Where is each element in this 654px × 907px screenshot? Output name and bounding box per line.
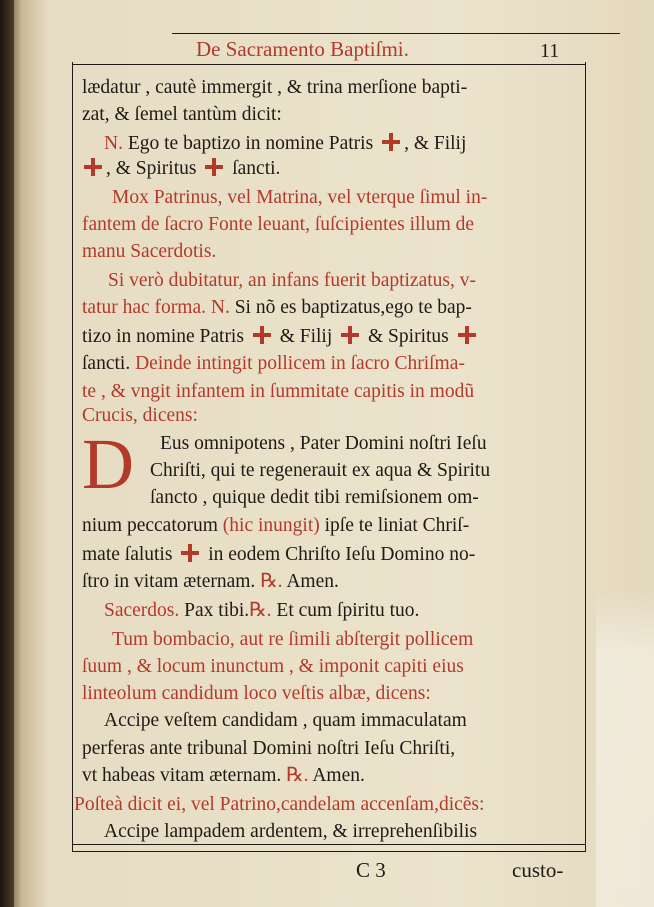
body-text: , & Spiritus <box>106 158 202 179</box>
text-line <box>108 269 476 293</box>
red-cross-icon <box>252 325 272 345</box>
text-line <box>104 820 477 844</box>
text-line <box>160 432 487 456</box>
body-text: , & Filij <box>404 133 467 154</box>
body-text: Accipe veſtem candidam , quam immaculatam <box>104 710 467 731</box>
text-line <box>82 76 467 100</box>
text-line <box>150 486 479 510</box>
rubric-text: tatur hac forma. <box>82 297 211 318</box>
body-text: Si nõ es baptizatus,ego te bap- <box>229 297 472 318</box>
body-text: zat, & ſemel tantùm dicit: <box>82 104 282 125</box>
rubric-text: ℞. <box>286 765 309 786</box>
body-text: & Spiritus <box>363 326 454 347</box>
body-text: vt habeas vitam æternam. <box>82 765 287 786</box>
red-cross-icon <box>340 325 360 345</box>
rubric-text: Mox Patrinus, vel Matrina, vel vterque ſimul in- <box>112 187 488 208</box>
page-number: 11 <box>540 40 560 62</box>
text-line <box>82 737 455 761</box>
paper-stain <box>596 590 654 907</box>
rubric-text: linteolum candidum loco veſtis albæ, dicens: <box>82 683 431 704</box>
body-text: in eodem Chriſto Ieſu Domino no- <box>203 544 476 565</box>
text-line <box>104 709 467 733</box>
body-text: mate ſalutis <box>82 544 178 565</box>
text-line <box>82 682 431 706</box>
rubric-text: Tum bombacio, aut re ſimili abſtergit pollicem <box>112 629 474 650</box>
body-text: lædatur , cautè immergit , & trina merſione bapti- <box>82 77 468 98</box>
body-text: ſancti. <box>82 353 131 374</box>
drop-capital: D <box>82 424 134 504</box>
text-line <box>112 628 473 652</box>
red-cross-icon <box>381 132 401 152</box>
binding-edge <box>0 0 14 907</box>
text-line <box>82 240 216 264</box>
body-text: Accipe lampadem ardentem, & irreprehenſibilis <box>104 821 478 842</box>
body-text: tizo in nomine Patris <box>82 326 249 347</box>
body-text: Et cum ſpiritu tuo. <box>271 600 420 621</box>
text-line <box>104 599 419 623</box>
rubric-text: (hic inungit) <box>222 515 320 536</box>
catchword: custo- <box>512 858 564 882</box>
red-cross-icon <box>204 157 224 177</box>
body-text: perferas ante tribunal Domini noſtri Ieſu Chriſti, <box>82 738 456 759</box>
text-line <box>150 459 490 483</box>
rubric-text: Poſteà dicit ei, vel Patrino,candelam accenſam,dicẽs: <box>74 794 485 815</box>
header-rule <box>172 33 620 34</box>
rubric-text: N. <box>210 297 230 318</box>
text-line <box>82 103 282 127</box>
body-text: Pax tibi. <box>179 600 250 621</box>
body-text: ipſe te liniat Chriſ- <box>319 515 470 536</box>
text-line <box>82 296 472 320</box>
body-text: nium peccatorum <box>82 515 223 536</box>
rubric-text: Crucis, dicens: <box>82 405 198 426</box>
rubric-text: Deinde intingit pollicem in ſacro Chriſma- <box>130 353 465 374</box>
text-line <box>104 132 466 156</box>
text-line <box>82 325 480 349</box>
rubric-text: Si verò dubitatur, an infans fuerit baptizatus, v- <box>108 270 476 291</box>
text-line <box>82 213 474 237</box>
body-text: ſancto , quique dedit tibi remiſsionem om- <box>150 487 479 508</box>
text-line <box>82 352 465 376</box>
signature-mark: C 3 <box>356 858 386 882</box>
body-text: Amen. <box>282 571 339 592</box>
text-line <box>82 543 475 567</box>
text-frame-bottom-rule <box>72 844 586 845</box>
text-line <box>80 157 280 181</box>
text-line <box>82 380 474 404</box>
body-text: Amen. <box>308 765 365 786</box>
running-title: De Sacramento Baptiſmi. <box>196 37 409 61</box>
rubric-text: ℞. <box>260 571 283 592</box>
rubric-text: te , & vngit infantem in ſummitate capitis in modũ <box>82 381 475 402</box>
rubric-text: ſuum , & locum inunctum , & imponit capiti eius <box>82 656 464 677</box>
red-cross-icon <box>180 543 200 563</box>
body-text: ſancti. <box>227 158 281 179</box>
body-text: ſtro in vitam æternam. <box>82 571 261 592</box>
rubric-text: Sacerdos. <box>104 600 180 621</box>
rubric-text: fantem de ſacro Fonte leuant, ſuſcipientes illum de <box>82 214 475 235</box>
body-text: Ego te baptizo in nomine Patris <box>122 133 379 154</box>
body-text: Eus omnipotens , Pater Domini noſtri Ieſu <box>160 433 487 454</box>
rubric-text: manu Sacerdotis. <box>82 241 217 262</box>
text-line <box>74 793 484 817</box>
rubric-text: ℞. <box>249 600 272 621</box>
red-cross-icon <box>83 157 103 177</box>
text-line <box>82 514 469 538</box>
body-text: Chriſti, qui te regenerauit ex aqua & Spiritu <box>150 460 491 481</box>
text-frame-bottom-rule-double <box>72 851 586 852</box>
body-text: & Filij <box>274 326 338 347</box>
text-line <box>82 764 365 788</box>
text-line <box>82 570 339 594</box>
rubric-text: N. <box>104 133 123 154</box>
red-cross-icon <box>457 325 477 345</box>
text-line <box>112 186 487 210</box>
text-line <box>82 655 464 679</box>
